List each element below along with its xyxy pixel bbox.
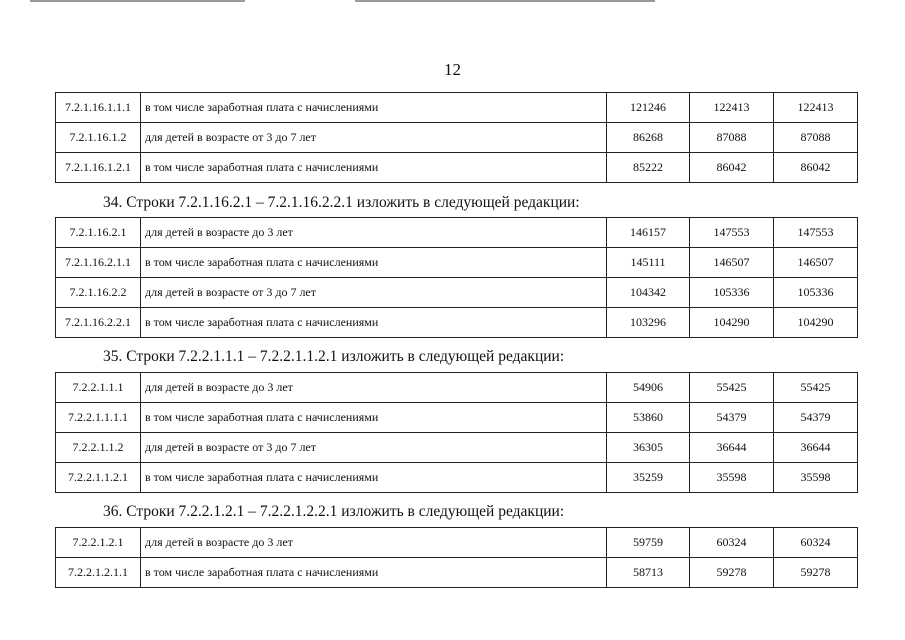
row-value-3: 55425 <box>774 373 858 403</box>
row-value-3: 35598 <box>774 463 858 493</box>
row-description: в том числе заработная плата с начислениями <box>141 153 607 183</box>
row-value-1: 59759 <box>607 528 690 558</box>
row-value-3: 59278 <box>774 558 858 588</box>
row-value-3: 86042 <box>774 153 858 183</box>
row-value-1: 104342 <box>607 278 690 308</box>
row-code: 7.2.2.1.1.2.1 <box>56 463 141 493</box>
row-value-3: 122413 <box>774 93 858 123</box>
row-value-1: 103296 <box>607 308 690 338</box>
row-description: для детей в возрасте до 3 лет <box>141 373 607 403</box>
table-section-35 <box>55 372 858 493</box>
row-value-2: 35598 <box>690 463 774 493</box>
row-value-2: 36644 <box>690 433 774 463</box>
table-row <box>56 248 858 278</box>
section-heading-34: 34. Строки 7.2.1.16.2.1 – 7.2.1.16.2.2.1 изложить в следующей редакции: <box>103 194 580 211</box>
table-row <box>56 558 858 588</box>
row-value-2: 147553 <box>690 218 774 248</box>
section-heading-35: 35. Строки 7.2.2.1.1.1 – 7.2.2.1.1.2.1 изложить в следующей редакции: <box>103 348 565 365</box>
table-row <box>56 153 858 183</box>
row-value-3: 60324 <box>774 528 858 558</box>
row-code: 7.2.1.16.1.2 <box>56 123 141 153</box>
row-code: 7.2.2.1.2.1 <box>56 528 141 558</box>
row-code: 7.2.1.16.2.1 <box>56 218 141 248</box>
row-value-3: 54379 <box>774 403 858 433</box>
row-value-1: 86268 <box>607 123 690 153</box>
row-value-2: 54379 <box>690 403 774 433</box>
row-description: для детей в возрасте от 3 до 7 лет <box>141 278 607 308</box>
row-description: в том числе заработная плата с начислениями <box>141 308 607 338</box>
row-description: для детей в возрасте от 3 до 7 лет <box>141 123 607 153</box>
row-value-2: 60324 <box>690 528 774 558</box>
table-row <box>56 278 858 308</box>
table-row <box>56 433 858 463</box>
row-code: 7.2.1.16.1.2.1 <box>56 153 141 183</box>
table-row <box>56 123 858 153</box>
row-description: для детей в возрасте до 3 лет <box>141 528 607 558</box>
row-value-1: 53860 <box>607 403 690 433</box>
table-row <box>56 373 858 403</box>
row-code: 7.2.1.16.2.1.1 <box>56 248 141 278</box>
row-description: в том числе заработная плата с начислениями <box>141 463 607 493</box>
section-heading-36: 36. Строки 7.2.2.1.2.1 – 7.2.2.1.2.2.1 изложить в следующей редакции: <box>103 503 565 520</box>
row-value-2: 86042 <box>690 153 774 183</box>
table-row <box>56 218 858 248</box>
row-value-2: 146507 <box>690 248 774 278</box>
row-value-3: 87088 <box>774 123 858 153</box>
row-value-3: 147553 <box>774 218 858 248</box>
row-description: в том числе заработная плата с начислениями <box>141 558 607 588</box>
row-value-1: 35259 <box>607 463 690 493</box>
row-value-1: 36305 <box>607 433 690 463</box>
row-value-1: 58713 <box>607 558 690 588</box>
row-value-1: 85222 <box>607 153 690 183</box>
row-value-2: 105336 <box>690 278 774 308</box>
row-code: 7.2.1.16.1.1.1 <box>56 93 141 123</box>
row-value-2: 59278 <box>690 558 774 588</box>
row-value-3: 104290 <box>774 308 858 338</box>
table-section-34 <box>55 217 858 338</box>
row-code: 7.2.1.16.2.2.1 <box>56 308 141 338</box>
row-value-3: 146507 <box>774 248 858 278</box>
row-value-2: 104290 <box>690 308 774 338</box>
row-code: 7.2.2.1.1.1 <box>56 373 141 403</box>
table-section-36 <box>55 527 858 588</box>
row-value-2: 87088 <box>690 123 774 153</box>
row-code: 7.2.2.1.2.1.1 <box>56 558 141 588</box>
table-row <box>56 93 858 123</box>
row-value-3: 105336 <box>774 278 858 308</box>
row-description: в том числе заработная плата с начислениями <box>141 248 607 278</box>
row-description: в том числе заработная плата с начислениями <box>141 93 607 123</box>
row-value-1: 121246 <box>607 93 690 123</box>
row-code: 7.2.2.1.1.1.1 <box>56 403 141 433</box>
table-row <box>56 403 858 433</box>
row-description: в том числе заработная плата с начислениями <box>141 403 607 433</box>
page-number: 12 <box>444 60 461 79</box>
row-value-2: 122413 <box>690 93 774 123</box>
row-value-3: 36644 <box>774 433 858 463</box>
table-row <box>56 308 858 338</box>
table-section-33 <box>55 92 858 183</box>
row-description: для детей в возрасте до 3 лет <box>141 218 607 248</box>
row-description: для детей в возрасте от 3 до 7 лет <box>141 433 607 463</box>
row-value-2: 55425 <box>690 373 774 403</box>
table-row <box>56 463 858 493</box>
row-value-1: 145111 <box>607 248 690 278</box>
row-code: 7.2.1.16.2.2 <box>56 278 141 308</box>
row-value-1: 146157 <box>607 218 690 248</box>
top-edge-rule-left <box>30 0 245 2</box>
table-row <box>56 528 858 558</box>
row-code: 7.2.2.1.1.2 <box>56 433 141 463</box>
top-edge-rule-right <box>355 0 655 2</box>
row-value-1: 54906 <box>607 373 690 403</box>
